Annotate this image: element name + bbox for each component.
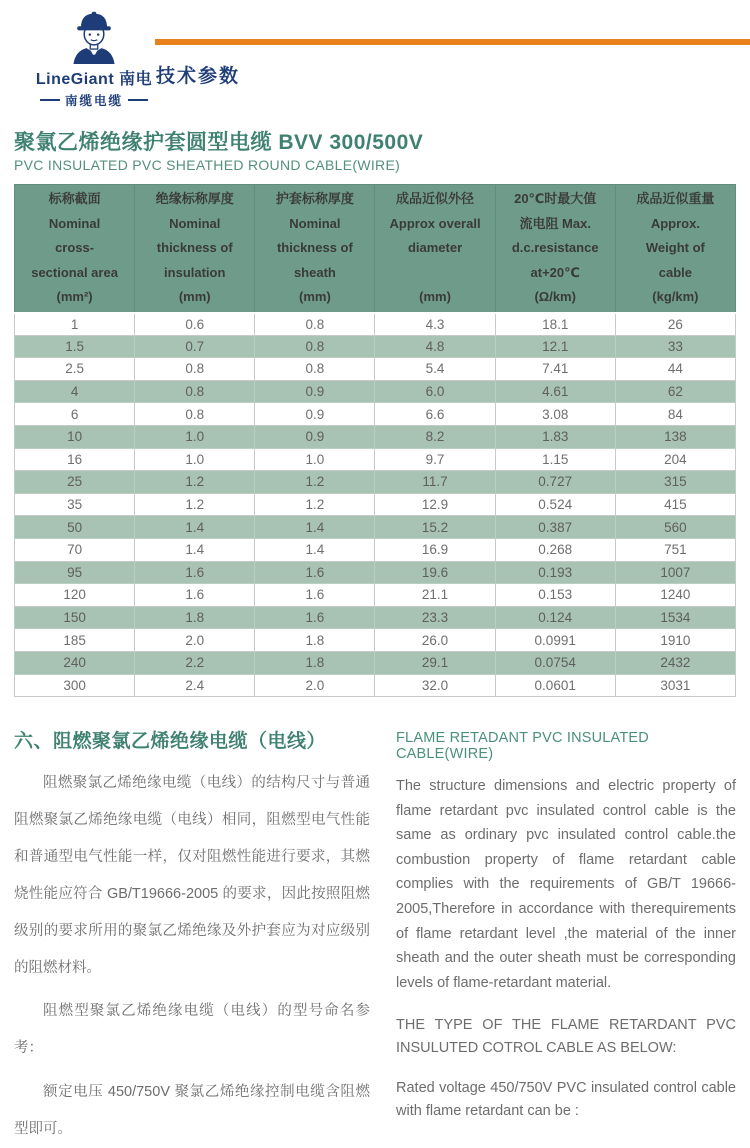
table-cell: 1.2 bbox=[255, 471, 375, 494]
table-cell: 70 bbox=[15, 538, 135, 561]
table-cell: 1.0 bbox=[135, 425, 255, 448]
table-cell: 62 bbox=[615, 380, 735, 403]
table-cell: 5.4 bbox=[375, 358, 495, 381]
flame-paragraph-zh-1: 阻燃聚氯乙烯绝缘电缆（电线）的结构尺寸与普通阻燃聚氯乙烯绝缘电缆（电线）相同，阻燃型电气性能和普通型电气性能一样，仅对阻燃性能进行要求，其燃烧性能应符合 GB/T19666-2005 的要求，因此按照阻燃级别的要求所用的聚氯乙烯绝缘及外护套应为对应级别的阻燃材料。 bbox=[14, 775, 370, 976]
table-cell: 21.1 bbox=[375, 584, 495, 607]
header-line: at+20℃ bbox=[530, 264, 580, 280]
table-cell: 9.7 bbox=[375, 448, 495, 471]
table-cell: 1.2 bbox=[135, 493, 255, 516]
table-cell: 4.61 bbox=[495, 380, 615, 403]
table-cell: 1.83 bbox=[495, 425, 615, 448]
table-cell: 300 bbox=[15, 674, 135, 697]
brand-logo bbox=[30, 6, 158, 109]
table-cell: 0.7 bbox=[135, 335, 255, 358]
table-cell: 50 bbox=[15, 516, 135, 539]
spec-table-head bbox=[15, 185, 736, 313]
header-line: (Ω/km) bbox=[534, 289, 576, 305]
table-cell: 44 bbox=[615, 358, 735, 381]
table-cell: 3031 bbox=[615, 674, 735, 697]
table-cell: 4 bbox=[15, 380, 135, 403]
table-cell: 29.1 bbox=[375, 651, 495, 674]
header-line: (kg/km) bbox=[652, 289, 699, 305]
table-row bbox=[15, 358, 736, 381]
flame-section-chinese-column bbox=[14, 726, 370, 1148]
table-cell: 1007 bbox=[615, 561, 735, 584]
table-cell: 3.08 bbox=[495, 403, 615, 426]
header-line: sheath bbox=[293, 264, 336, 280]
table-cell: 0.8 bbox=[135, 403, 255, 426]
table-cell: 0.0991 bbox=[495, 629, 615, 652]
table-cell: 138 bbox=[615, 425, 735, 448]
table-cell: 23.3 bbox=[375, 606, 495, 629]
table-cell: 0.124 bbox=[495, 606, 615, 629]
table-cell: 8.2 bbox=[375, 425, 495, 448]
header-line: 流电阻 Max. bbox=[519, 215, 591, 231]
table-cell: 1.0 bbox=[255, 448, 375, 471]
table-cell: 1.5 bbox=[15, 335, 135, 358]
spec-table bbox=[14, 184, 736, 697]
table-cell: 16.9 bbox=[375, 538, 495, 561]
header-line: Approx. bbox=[650, 215, 700, 231]
table-cell: 16 bbox=[15, 448, 135, 471]
table-cell: 95 bbox=[15, 561, 135, 584]
table-cell: 415 bbox=[615, 493, 735, 516]
header-line: sectional area bbox=[31, 264, 118, 280]
spec-table-header-cell bbox=[615, 185, 735, 313]
table-cell: 0.6 bbox=[135, 313, 255, 336]
table-cell: 1534 bbox=[615, 606, 735, 629]
header-line: 标称截面 bbox=[48, 191, 101, 207]
table-cell: 0.193 bbox=[495, 561, 615, 584]
table-cell: 2432 bbox=[615, 651, 735, 674]
flame-section-english-column bbox=[396, 726, 736, 1148]
table-cell: 0.153 bbox=[495, 584, 615, 607]
dash-line bbox=[128, 99, 148, 101]
table-cell: 7.41 bbox=[495, 358, 615, 381]
table-cell: 0.9 bbox=[255, 425, 375, 448]
header-line: d.c.resistance bbox=[511, 240, 599, 256]
table-cell: 25 bbox=[15, 471, 135, 494]
table-cell: 1.8 bbox=[255, 651, 375, 674]
flame-paragraph-zh-2: 阻燃型聚氯乙烯绝缘电缆（电线）的型号命名参考： bbox=[14, 1003, 370, 1056]
table-cell: 0.9 bbox=[255, 403, 375, 426]
table-cell: 84 bbox=[615, 403, 735, 426]
table-cell: 12.9 bbox=[375, 493, 495, 516]
table-cell: 1.8 bbox=[135, 606, 255, 629]
table-row bbox=[15, 606, 736, 629]
table-cell: 0.8 bbox=[135, 380, 255, 403]
header-line: cable bbox=[658, 264, 693, 280]
table-cell: 0.727 bbox=[495, 471, 615, 494]
product-title-en: PVC INSULATED PVC SHEATHED ROUND CABLE(WIRE) bbox=[14, 157, 401, 173]
table-cell: 1.15 bbox=[495, 448, 615, 471]
table-cell: 4.3 bbox=[375, 313, 495, 336]
table-cell: 0.524 bbox=[495, 493, 615, 516]
table-cell: 204 bbox=[615, 448, 735, 471]
header-line: 成品近似外径 bbox=[396, 191, 475, 207]
flame-paragraph-en-3: Rated voltage 450/750V PVC insulated control cable with flame retardant can be : bbox=[396, 1080, 736, 1120]
spec-table-header-cell bbox=[15, 185, 135, 313]
accent-bar bbox=[155, 39, 750, 45]
table-cell: 1.4 bbox=[255, 516, 375, 539]
table-cell: 1.4 bbox=[135, 538, 255, 561]
header-line: diameter bbox=[407, 240, 463, 256]
worker-logo-icon bbox=[30, 6, 158, 64]
logo-subbrand-text: 南缆电缆 bbox=[64, 94, 123, 108]
flame-heading-en: FLAME RETADANT PVC INSULATED CABLE(WIRE) bbox=[396, 730, 649, 762]
table-cell: 0.0601 bbox=[495, 674, 615, 697]
header-line: Nominal bbox=[289, 215, 341, 231]
table-cell: 150 bbox=[15, 606, 135, 629]
table-cell: 33 bbox=[615, 335, 735, 358]
table-cell: 11.7 bbox=[375, 471, 495, 494]
table-row bbox=[15, 493, 736, 516]
table-cell: 1.6 bbox=[135, 584, 255, 607]
table-cell: 1.4 bbox=[255, 538, 375, 561]
table-cell: 0.8 bbox=[255, 358, 375, 381]
header-line: (mm) bbox=[178, 289, 211, 305]
table-row bbox=[15, 516, 736, 539]
flame-paragraph-en-2: THE TYPE OF THE FLAME RETARDANT PVC INSULUTED COTROL CABLE AS BELOW: bbox=[396, 1017, 736, 1057]
header-line: 20℃时最大值 bbox=[514, 191, 597, 207]
table-row bbox=[15, 538, 736, 561]
table-row bbox=[15, 335, 736, 358]
table-cell: 1.0 bbox=[135, 448, 255, 471]
header-line: thickness of bbox=[156, 240, 233, 256]
table-cell: 26.0 bbox=[375, 629, 495, 652]
product-title-zh: 聚氯乙烯绝缘护套圆型电缆 BVV 300/500V bbox=[14, 131, 424, 154]
logo-subbrand-row bbox=[30, 91, 158, 109]
table-cell: 0.387 bbox=[495, 516, 615, 539]
table-cell: 0.8 bbox=[135, 358, 255, 381]
table-cell: 1.2 bbox=[255, 493, 375, 516]
header-line: (mm) bbox=[419, 289, 451, 305]
table-cell: 1.6 bbox=[255, 561, 375, 584]
table-cell: 32.0 bbox=[375, 674, 495, 697]
table-cell: 1.6 bbox=[135, 561, 255, 584]
header-line: 绝缘标称厚度 bbox=[155, 191, 234, 207]
table-cell: 2.5 bbox=[15, 358, 135, 381]
spec-table-header-cell bbox=[375, 185, 495, 313]
table-cell: 10 bbox=[15, 425, 135, 448]
header-line: (mm²) bbox=[56, 289, 93, 305]
header-line: Approx overall bbox=[389, 215, 481, 231]
spec-table-header-row bbox=[15, 185, 736, 313]
table-row bbox=[15, 448, 736, 471]
table-row bbox=[15, 425, 736, 448]
table-row bbox=[15, 629, 736, 652]
table-cell: 0.0754 bbox=[495, 651, 615, 674]
header-line: (mm) bbox=[299, 289, 331, 305]
table-cell: 751 bbox=[615, 538, 735, 561]
table-cell: 6.6 bbox=[375, 403, 495, 426]
table-cell: 18.1 bbox=[495, 313, 615, 336]
table-cell: 560 bbox=[615, 516, 735, 539]
table-cell: 6 bbox=[15, 403, 135, 426]
header-line: 护套标称厚度 bbox=[275, 191, 354, 207]
header-line: cross- bbox=[55, 240, 95, 256]
table-cell: 1.2 bbox=[135, 471, 255, 494]
table-cell: 0.8 bbox=[255, 335, 375, 358]
table-cell: 35 bbox=[15, 493, 135, 516]
table-cell: 0.268 bbox=[495, 538, 615, 561]
table-cell: 26 bbox=[615, 313, 735, 336]
table-cell: 6.0 bbox=[375, 380, 495, 403]
table-cell: 315 bbox=[615, 471, 735, 494]
table-cell: 2.2 bbox=[135, 651, 255, 674]
spec-table-header-cell bbox=[255, 185, 375, 313]
header-line: Weight of bbox=[645, 240, 705, 256]
table-cell: 1.8 bbox=[255, 629, 375, 652]
table-row bbox=[15, 380, 736, 403]
section-title: 技术参数 bbox=[156, 66, 241, 87]
logo-brand-text: LineGiant 南电 bbox=[35, 71, 153, 88]
table-cell: 1240 bbox=[615, 584, 735, 607]
header-line: insulation bbox=[164, 264, 226, 280]
table-row bbox=[15, 313, 736, 336]
flame-paragraph-zh-3: 额定电压 450/750V 聚氯乙烯绝缘控制电缆含阻燃型即可。 bbox=[14, 1084, 370, 1137]
table-cell: 2.4 bbox=[135, 674, 255, 697]
table-cell: 1.4 bbox=[135, 516, 255, 539]
table-row bbox=[15, 403, 736, 426]
table-cell: 2.0 bbox=[135, 629, 255, 652]
table-row bbox=[15, 674, 736, 697]
table-cell: 0.9 bbox=[255, 380, 375, 403]
table-cell: 185 bbox=[15, 629, 135, 652]
table-cell: 1.6 bbox=[255, 606, 375, 629]
table-row bbox=[15, 651, 736, 674]
table-row bbox=[15, 561, 736, 584]
table-cell: 15.2 bbox=[375, 516, 495, 539]
flame-paragraph-en-1: The structure dimensions and electric property of flame retardant pvc insulated control cable is the same as ordinary pvc insulated control cable.the combustion property of flame retardant cable complies with the requirements of GB/T 19666-2005,Therefore in accordance with therequirements of flame retardant level ,the material of the inner sheath and the outer sheath must be corresponding levels of flame-retardant material. bbox=[396, 778, 736, 991]
table-cell: 1.6 bbox=[255, 584, 375, 607]
header-line: thickness of bbox=[276, 240, 353, 256]
table-row bbox=[15, 584, 736, 607]
header-line: 成品近似重量 bbox=[636, 191, 715, 207]
table-cell: 120 bbox=[15, 584, 135, 607]
header-line: Nominal bbox=[48, 215, 101, 231]
table-cell: 240 bbox=[15, 651, 135, 674]
table-row bbox=[15, 471, 736, 494]
spec-table-body bbox=[15, 313, 736, 697]
flame-heading-zh: 六、阻燃聚氯乙烯绝缘电缆（电线） bbox=[14, 731, 327, 752]
table-cell: 0.8 bbox=[255, 313, 375, 336]
spec-table-header-cell bbox=[135, 185, 255, 313]
table-cell: 19.6 bbox=[375, 561, 495, 584]
flame-retardant-section bbox=[14, 726, 736, 1148]
table-cell: 1 bbox=[15, 313, 135, 336]
header-line: Nominal bbox=[169, 215, 221, 231]
table-cell: 12.1 bbox=[495, 335, 615, 358]
header-line bbox=[378, 266, 491, 280]
table-cell: 2.0 bbox=[255, 674, 375, 697]
dash-line bbox=[40, 99, 60, 101]
table-cell: 1910 bbox=[615, 629, 735, 652]
table-cell: 4.8 bbox=[375, 335, 495, 358]
spec-table-header-cell bbox=[495, 185, 615, 313]
